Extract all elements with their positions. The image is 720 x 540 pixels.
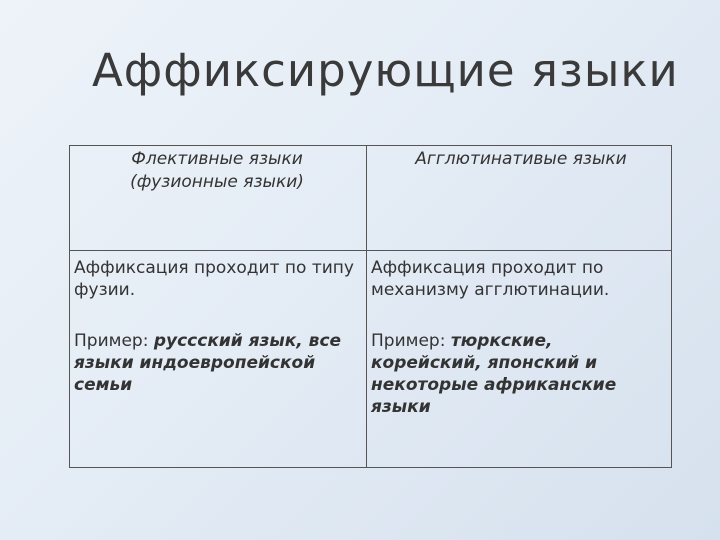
slide-title: Аффиксирующие языки [92,44,679,97]
fusional-example-prefix: Пример: [74,331,154,351]
table-border-left [69,145,70,468]
table-column-divider [366,145,367,468]
fusional-example-value: руссский язык, все языки индоевропейской семьи [74,331,342,395]
fusional-description: Аффиксация проходит по типу фузии. [74,258,354,300]
table-border-right [671,145,672,468]
fusional-example [74,330,359,396]
agglutinative-description: Аффиксация проходит по механизму агглютинации. [371,258,610,300]
header-agglutinative-line1: Агглютинативые языки [415,149,627,169]
header-agglutinative [385,148,657,171]
comparison-table [69,145,672,468]
table-border-top [69,145,672,146]
agglutinative-example [371,330,661,418]
header-fusional [89,148,345,194]
agglutinative-example-prefix: Пример: [371,331,451,351]
table-border-bottom [69,467,672,468]
header-fusional-line2: (фузионные языки) [130,172,304,192]
agglutinative-example-value: тюркские, корейский, японский и некоторые африканские языки [371,331,617,417]
table-header-divider [69,250,672,251]
header-fusional-line1: Флективные языки [131,149,303,169]
